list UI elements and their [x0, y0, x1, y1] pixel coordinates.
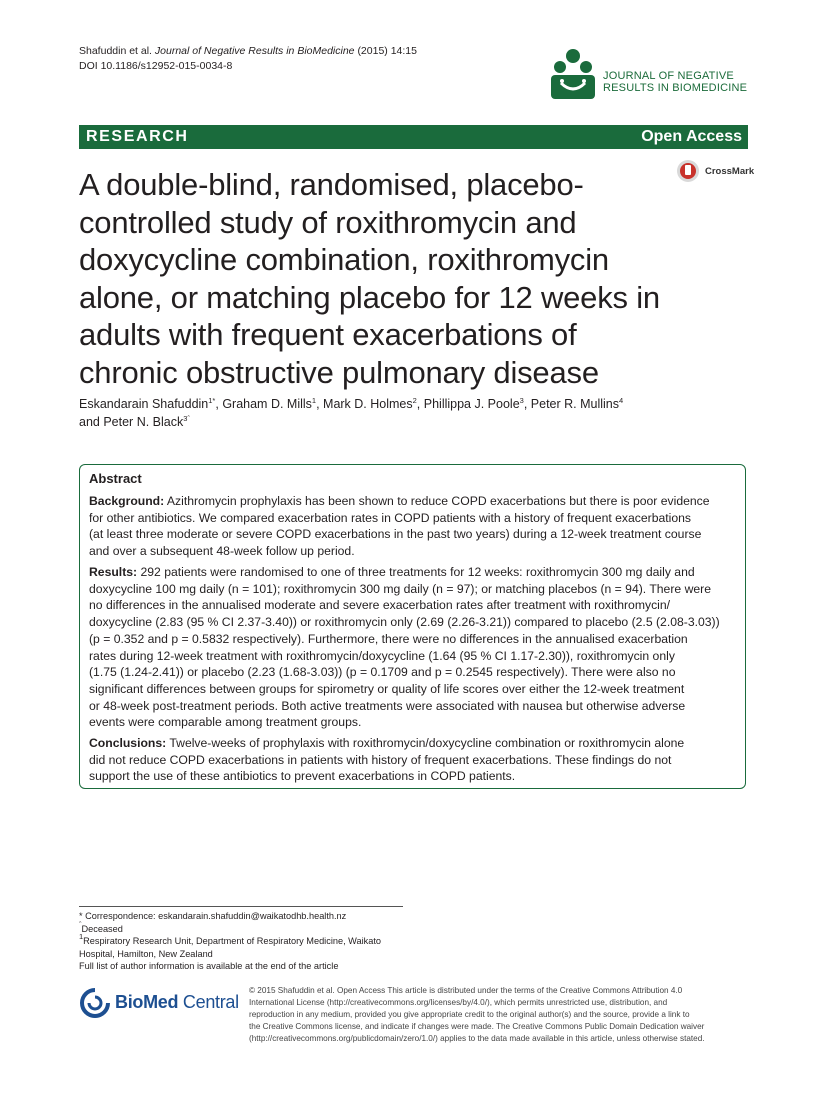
affiliation-note: $^1$Respiratory Research Unit, Department of Respiratory Medicine, Waikato: [79, 932, 382, 947]
open-access-label: Open Access: [641, 128, 742, 145]
title-line: adults with frequent exacerbations of: [79, 317, 577, 352]
author-line: [79, 413, 679, 431]
author-affiliation: 4: [619, 396, 624, 405]
crossmark-icon: [676, 159, 700, 183]
author-name[interactable]: Peter R. Mullins: [530, 397, 620, 411]
biomed-central-logo[interactable]: [79, 985, 239, 1021]
abstract-box: [79, 464, 746, 789]
abstract-background: Background: Azithromycin prophylaxis has been shown to reduce COPD exacerbations but there is poor evidence for other antibiotics. We compared exacerbation rates in COPD patients with a history of frequent exacerbations (at least three moderate or severe COPD exacerbations in the past two years) during a 12-week treatment course and over a subsequent 48-week follow up period.: [89, 494, 710, 559]
doi[interactable]: DOI 10.1186/s12952-015-0034-8: [79, 60, 233, 72]
footnote-divider: [79, 906, 403, 907]
results-label: Results:: [89, 565, 138, 579]
title-line: chronic obstructive pulmonary disease: [79, 354, 599, 390]
biomed-central-icon: [79, 987, 111, 1019]
journal-logo-name: JOURNAL OF NEGATIVE RESULTS IN BIOMEDICINE: [603, 70, 748, 94]
author-conjunction: and: [79, 415, 104, 429]
footnotes: [79, 910, 381, 973]
author-line: Eskandarain Shafuddin$^{1*}$, Graham D. Mills$^1$, Mark D. Holmes$^2$, Phillippa J. Poole$^3$, Peter R. Mullins$^4$: [79, 396, 624, 411]
author-affiliation: 3ˆ: [183, 414, 190, 423]
conclusions-label: Conclusions:: [89, 736, 167, 750]
correspondence[interactable]: * Correspondence: eskandarain.shafuddin@waikatodhb.health.nz: [79, 911, 347, 921]
biomed-central-name: BioMed Central: [115, 992, 239, 1012]
license-text: © 2015 Shafuddin et al. Open Access This article is distributed under the terms of the Creative Commons Attribution 4.0 International License (http://creativecommons.org/licenses/by/4.0/), which permits unrestricted use, distribution, and reproduction in any medium, provided you give appropriate credit to the original author(s) and the source, provide a link to the Creative Commons license, and indicate if changes were made. The Creative Commons Public Domain Dedication waiver (http://creativecommons.org/publicdomain/zero/1.0/) applies to the data made available in this article, unless otherwise stated.: [249, 986, 705, 1043]
abstract-conclusions: Conclusions: Twelve-weeks of prophylaxis with roxithromycin/doxycycline combination or roxithromycin alone did not reduce COPD exacerbations in patients with history of frequent exacerbations. These findings do not support the use of these antibiotics to prevent exacerbations in COPD patients.: [89, 736, 685, 784]
crossmark-label: CrossMark: [705, 166, 755, 177]
author-name[interactable]: Phillippa J. Poole: [423, 397, 520, 411]
author-name[interactable]: Peter N. Black: [103, 415, 184, 429]
author-name[interactable]: Mark D. Holmes: [323, 397, 413, 411]
author-info-note: Full list of author information is available at the end of the article: [79, 961, 339, 972]
title-line: doxycycline combination, roxithromycin: [79, 242, 609, 277]
article-type-label: RESEARCH: [86, 128, 189, 145]
author-affiliation: 1: [311, 396, 317, 405]
author-affiliation: 2: [412, 396, 417, 405]
author-name[interactable]: Graham D. Mills: [222, 397, 312, 411]
citation-authors: Shafuddin et al.: [79, 45, 152, 57]
article-type-bar: [79, 125, 748, 149]
journal-logo[interactable]: [549, 47, 749, 103]
abstract-heading: Abstract: [89, 471, 142, 486]
author-affiliation: 1*: [208, 396, 216, 405]
citation-block: [79, 44, 417, 74]
title-line: A double-blind, randomised, placebo-: [79, 167, 584, 202]
affiliation-note-cont: Hospital, Hamilton, New Zealand: [79, 948, 213, 959]
author-name[interactable]: Eskandarain Shafuddin: [79, 397, 209, 411]
abstract-results: Results: 292 patients were randomised to one of three treatments for 12 weeks: roxithromycin 300 mg daily and doxycycline 100 mg daily (n = 101); roxithromycin 300 mg daily (n = 97); or matching placebos (n = 94). There were no differences in the annualised moderate and severe exacerbation rates after treatment with roxithromycin/ doxycycline (2.83 (95 % CI 2.37-3.40)) or roxithromycin only (2.69 (2.26-3.21)) compared to placebo (2.5 (2.08-3.03)) (p = 0.352 and p = 0.5832 respectively). Furthermore, there were no differences in the annualised exacerbation rates during 12-week treatment with roxithromycin/doxycycline (1.64 (95 % CI 1.17-2.30)), roxithromycin only (1.75 (1.24-2.41)) or placebo (2.23 (1.68-3.03)) (p = 0.1709 and p = 0.2545 respectively). There were also no significant differences between groups for spirometry or quality of life scores over either the 12-week treatment or 48-week post-treatment periods. Both active treatments were associated with nausea but otherwise adverse events were comparable among treatment groups.: [89, 565, 720, 730]
author-list: [79, 395, 679, 431]
article-title: [79, 166, 679, 391]
deceased-note: $^ˆ$Deceased: [79, 919, 123, 934]
title-line: controlled study of roxithromycin and: [79, 204, 577, 240]
citation-journal: Journal of Negative Results in BioMedicine: [154, 45, 355, 57]
journal-logo-icon: [549, 47, 597, 99]
citation-year-pages: (2015) 14:15: [357, 45, 417, 57]
citation-line: [79, 44, 417, 59]
author-affiliation: 3: [519, 396, 524, 405]
title-line: alone, or matching placebo for 12 weeks in: [79, 279, 660, 315]
background-label: Background:: [89, 494, 165, 508]
